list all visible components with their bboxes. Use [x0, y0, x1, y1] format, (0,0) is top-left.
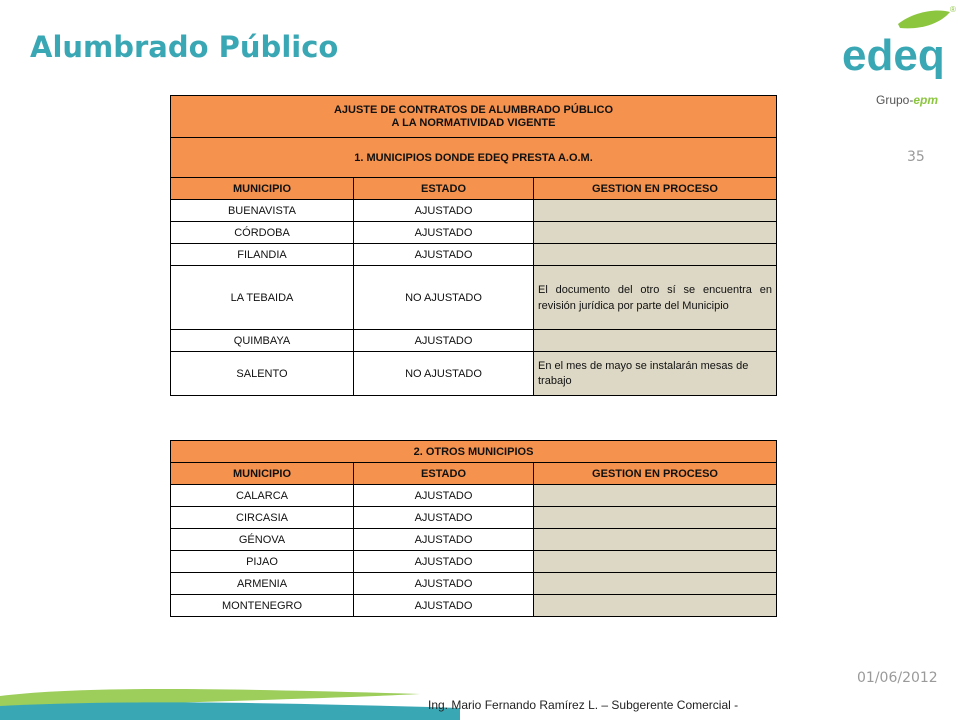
- cell-municipio: GÉNOVA: [171, 529, 354, 551]
- cell-estado: AJUSTADO: [354, 529, 534, 551]
- cell-municipio: CALARCA: [171, 485, 354, 507]
- table-row: [171, 352, 777, 396]
- table-row: [171, 244, 777, 266]
- table-row: [171, 222, 777, 244]
- table-row: [171, 485, 777, 507]
- cell-gestion: [534, 200, 777, 222]
- logo-wordmark: edeq: [842, 31, 945, 80]
- col-header-estado: ESTADO: [354, 463, 534, 485]
- logo-group-prefix: Grupo-: [876, 93, 914, 107]
- table-row: [171, 266, 777, 330]
- col-header-municipio: MUNICIPIO: [171, 178, 354, 200]
- leaf-icon: [898, 11, 950, 29]
- table-row: [171, 200, 777, 222]
- table-row: [171, 573, 777, 595]
- edeq-logo: [838, 4, 958, 114]
- table-row: [171, 330, 777, 352]
- cell-municipio: QUIMBAYA: [171, 330, 354, 352]
- table-title-line2: A LA NORMATIVIDAD VIGENTE: [391, 116, 556, 129]
- cell-gestion: [534, 573, 777, 595]
- registered-mark: ®: [950, 5, 956, 14]
- cell-gestion: [534, 551, 777, 573]
- col-header-gestion: GESTION EN PROCESO: [534, 178, 777, 200]
- cell-gestion: [534, 485, 777, 507]
- section-title: 1. MUNICIPIOS DONDE EDEQ PRESTA A.O.M.: [171, 138, 777, 178]
- table-row: [171, 529, 777, 551]
- cell-municipio: LA TEBAIDA: [171, 266, 354, 330]
- table-title-line1: AJUSTE DE CONTRATOS DE ALUMBRADO PÚBLICO: [333, 103, 614, 116]
- cell-gestion: [534, 595, 777, 617]
- page-number: 35: [907, 149, 925, 165]
- cell-municipio: MONTENEGRO: [171, 595, 354, 617]
- cell-municipio: ARMENIA: [171, 573, 354, 595]
- decorative-swoosh: [0, 676, 460, 720]
- cell-estado: AJUSTADO: [354, 330, 534, 352]
- cell-gestion: El documento del otro sí se encuentra en revisión jurídica por parte del Municipio: [534, 266, 777, 330]
- cell-estado: NO AJUSTADO: [354, 352, 534, 396]
- cell-estado: AJUSTADO: [354, 222, 534, 244]
- cell-municipio: CIRCASIA: [171, 507, 354, 529]
- col-header-municipio: MUNICIPIO: [171, 463, 354, 485]
- cell-estado: NO AJUSTADO: [354, 266, 534, 330]
- logo-group-suffix: epm: [913, 93, 939, 107]
- section-title: 2. OTROS MUNICIPIOS: [171, 441, 777, 463]
- cell-estado: AJUSTADO: [354, 551, 534, 573]
- cell-estado: AJUSTADO: [354, 507, 534, 529]
- cell-gestion: En el mes de mayo se instalarán mesas de trabajo: [534, 352, 777, 396]
- table-row: [171, 551, 777, 573]
- cell-municipio: CÓRDOBA: [171, 222, 354, 244]
- slide-footer: Ing. Mario Fernando Ramírez L. – Subgerente Comercial -: [428, 698, 739, 712]
- cell-estado: AJUSTADO: [354, 200, 534, 222]
- cell-estado: AJUSTADO: [354, 485, 534, 507]
- cell-municipio: PIJAO: [171, 551, 354, 573]
- table-row: [171, 595, 777, 617]
- cell-gestion: [534, 330, 777, 352]
- cell-gestion: [534, 529, 777, 551]
- col-header-gestion: GESTION EN PROCESO: [534, 463, 777, 485]
- table-row: [171, 507, 777, 529]
- table-title: [171, 96, 777, 138]
- cell-municipio: BUENAVISTA: [171, 200, 354, 222]
- cell-estado: AJUSTADO: [354, 573, 534, 595]
- cell-gestion: [534, 507, 777, 529]
- slide-title: Alumbrado Público: [30, 30, 339, 64]
- cell-estado: AJUSTADO: [354, 244, 534, 266]
- slide-date: 01/06/2012: [857, 670, 938, 686]
- other-municipalities-table: [170, 440, 777, 617]
- cell-estado: AJUSTADO: [354, 595, 534, 617]
- contracts-table: [170, 95, 777, 396]
- cell-gestion: [534, 244, 777, 266]
- svg-text:Grupo-epm: [876, 93, 938, 107]
- col-header-estado: ESTADO: [354, 178, 534, 200]
- cell-municipio: FILANDIA: [171, 244, 354, 266]
- cell-municipio: SALENTO: [171, 352, 354, 396]
- cell-gestion: [534, 222, 777, 244]
